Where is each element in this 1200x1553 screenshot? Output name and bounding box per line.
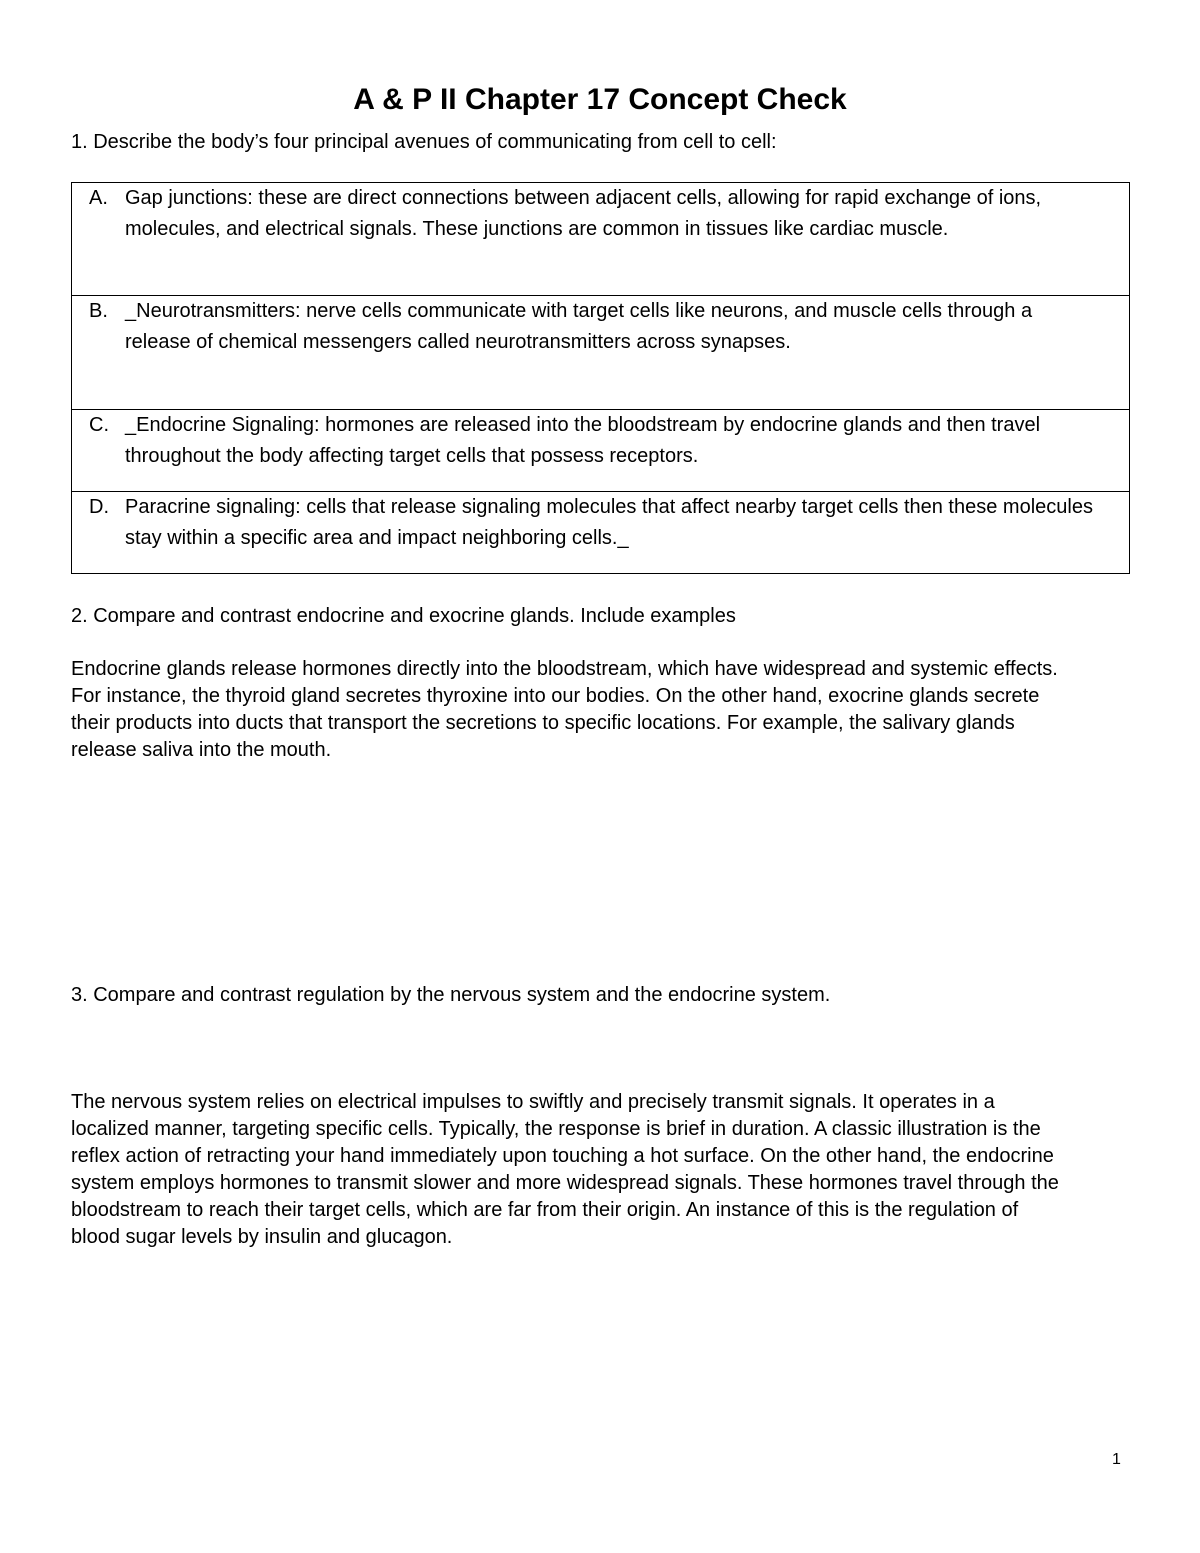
answer-text-c: _Endocrine Signaling: hormones are released into the bloodstream by endocrine glands and then travel throughout the body affecting target cells that possess receptors. <box>125 414 1041 467</box>
question-2-answer: Endocrine glands release hormones directly into the bloodstream, which have widespread and systemic effects. For instance, the thyroid gland secretes thyroxine into our bodies. On the other hand, exocrine glands secrete their products into ducts that transport the secretions to specific locations. For example, the salivary glands release saliva into the mouth. <box>71 658 1058 761</box>
page-number: 1 <box>1112 1451 1121 1468</box>
answer-text-a: Gap junctions: these are direct connections between adjacent cells, allowing for rapid exchange of ions, molecules, and electrical signals. These junctions are common in tissues like cardiac muscle. <box>125 187 1042 240</box>
answer-cell-b <box>72 296 1130 410</box>
answer-cell-a <box>72 183 1130 296</box>
page-title: A & P II Chapter 17 Concept Check <box>353 83 847 117</box>
answer-text-d: Paracrine signaling: cells that release signaling molecules that affect nearby target cells then these molecules stay within a specific area and impact neighboring cells._ <box>125 496 1093 549</box>
answer-row-d <box>72 492 1130 574</box>
answer-row-b <box>72 296 1130 410</box>
answer-letter-d: D. <box>89 496 109 518</box>
answer-text-b: _Neurotransmitters: nerve cells communicate with target cells like neurons, and muscle cells through a release of chemical messengers called neurotransmitters across synapses. <box>125 300 1033 353</box>
answer-letter-b: B. <box>89 300 108 322</box>
question-3-prompt: 3. Compare and contrast regulation by the nervous system and the endocrine system. <box>71 984 831 1006</box>
answer-row-a <box>72 183 1130 296</box>
answer-cell-d <box>72 492 1130 574</box>
answer-letter-c: C. <box>89 414 109 436</box>
question-3-answer: The nervous system relies on electrical impulses to swiftly and precisely transmit signals. It operates in a localized manner, targeting specific cells. Typically, the response is brief in duration. A classic illustration is the reflex action of retracting your hand immediately upon touching a hot surface. On the other hand, the endocrine system employs hormones to transmit slower and more widespread signals. These hormones travel through the bloodstream to reach their target cells, which are far from their origin. An instance of this is the regulation of blood sugar levels by insulin and glucagon. <box>71 1091 1059 1248</box>
question-1-answer-table <box>71 182 1130 574</box>
answer-cell-c <box>72 410 1130 492</box>
answer-letter-a: A. <box>89 187 108 209</box>
question-1-prompt: 1. Describe the body’s four principal avenues of communicating from cell to cell: <box>71 131 777 153</box>
question-2-prompt: 2. Compare and contrast endocrine and exocrine glands. Include examples <box>71 605 736 627</box>
answer-row-c <box>72 410 1130 492</box>
